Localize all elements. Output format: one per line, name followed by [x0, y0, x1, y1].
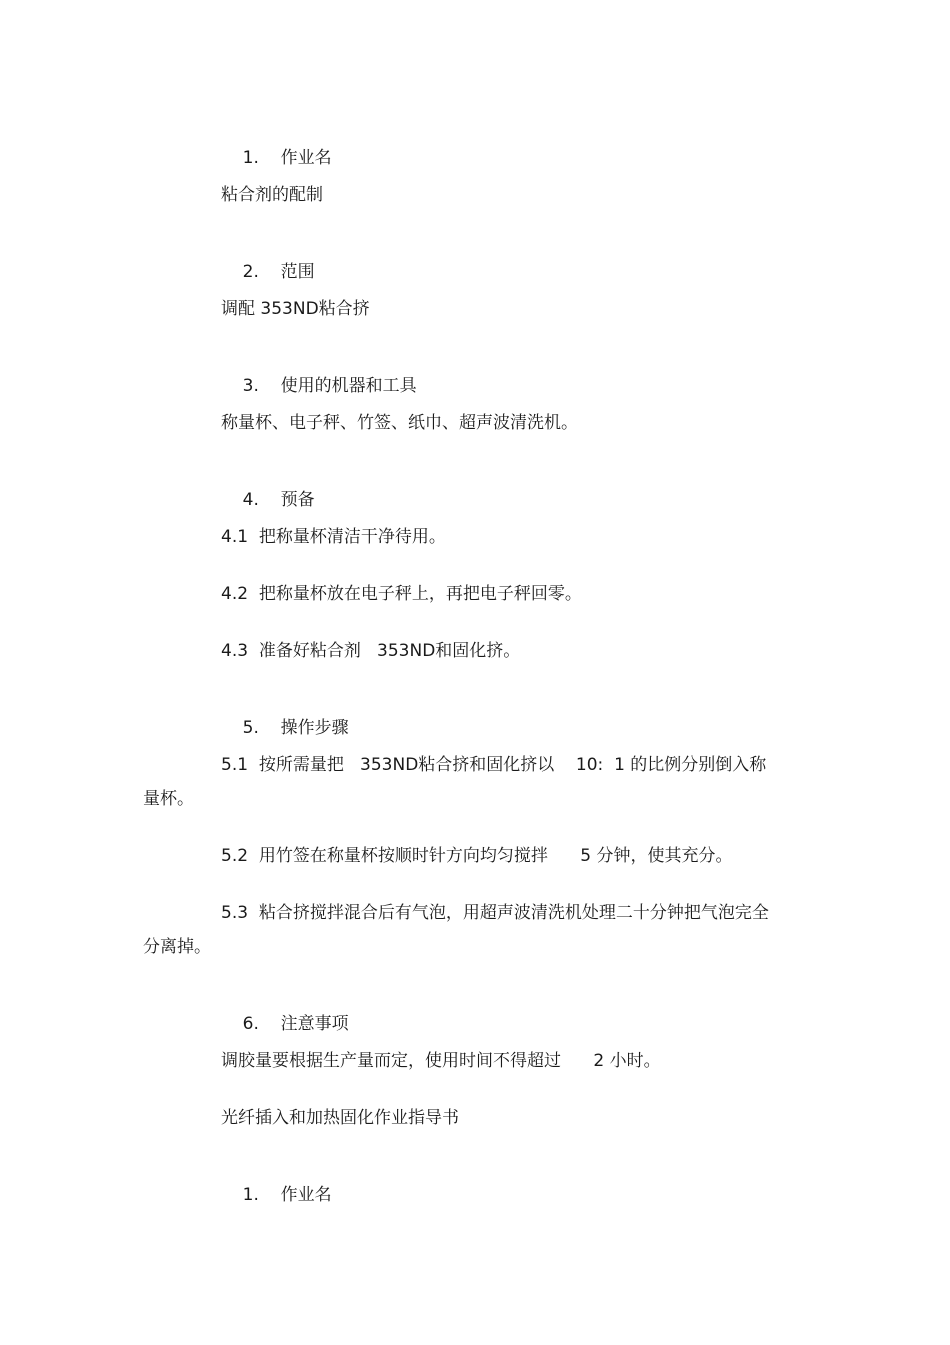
section-number: 2.	[242, 262, 259, 282]
section-1-heading	[221, 128, 332, 188]
section-6-heading	[221, 994, 349, 1054]
section-4-heading	[221, 470, 315, 530]
step-4-1: 4.1 把称量杯清洁干净待用。	[221, 527, 446, 547]
section-number: 4.	[242, 490, 259, 510]
section-title: 预备	[280, 490, 315, 510]
section-1-body: 粘合剂的配制	[221, 185, 323, 205]
section-title: 注意事项	[280, 1014, 349, 1034]
step-5-1: 5.1 按所需量把 353ND粘合挤和固化挤以 10: 1 的比例分别倒入称量杯。	[143, 755, 767, 809]
section-number: 1.	[242, 148, 259, 168]
section-number: 6.	[242, 1014, 259, 1034]
section-title: 操作步骤	[280, 718, 349, 738]
step-4-2: 4.2 把称量杯放在电子秤上，再把电子秤回零。	[221, 584, 582, 604]
section-3-heading	[221, 356, 417, 416]
section-title: 使用的机器和工具	[280, 376, 417, 396]
section-6-body: 调胶量要根据生产量而定，使用时间不得超过 2 小时。	[221, 1051, 661, 1071]
section-2-heading	[221, 242, 315, 302]
next-document-title: 光纤插入和加热固化作业指导书	[221, 1108, 459, 1128]
step-5-3: 5.3 粘合挤搅拌混合后有气泡，用超声波清洗机处理二十分钟把气泡完全分离掉。	[143, 903, 769, 957]
section-number: 3.	[242, 376, 259, 396]
next-section-1-heading	[221, 1165, 332, 1225]
section-title: 作业名	[280, 1185, 332, 1205]
section-number: 1.	[242, 1185, 259, 1205]
section-3-body: 称量杯、电子秤、竹签、纸巾、超声波清洗机。	[221, 413, 578, 433]
section-2-body: 调配 353ND粘合挤	[221, 299, 370, 319]
section-title: 范围	[280, 262, 315, 282]
section-title: 作业名	[280, 148, 332, 168]
step-5-2: 5.2 用竹签在称量杯按顺时针方向均匀搅拌 5 分钟，使其充分。	[221, 846, 733, 866]
step-4-3: 4.3 准备好粘合剂 353ND和固化挤。	[221, 641, 521, 661]
section-number: 5.	[242, 718, 259, 738]
